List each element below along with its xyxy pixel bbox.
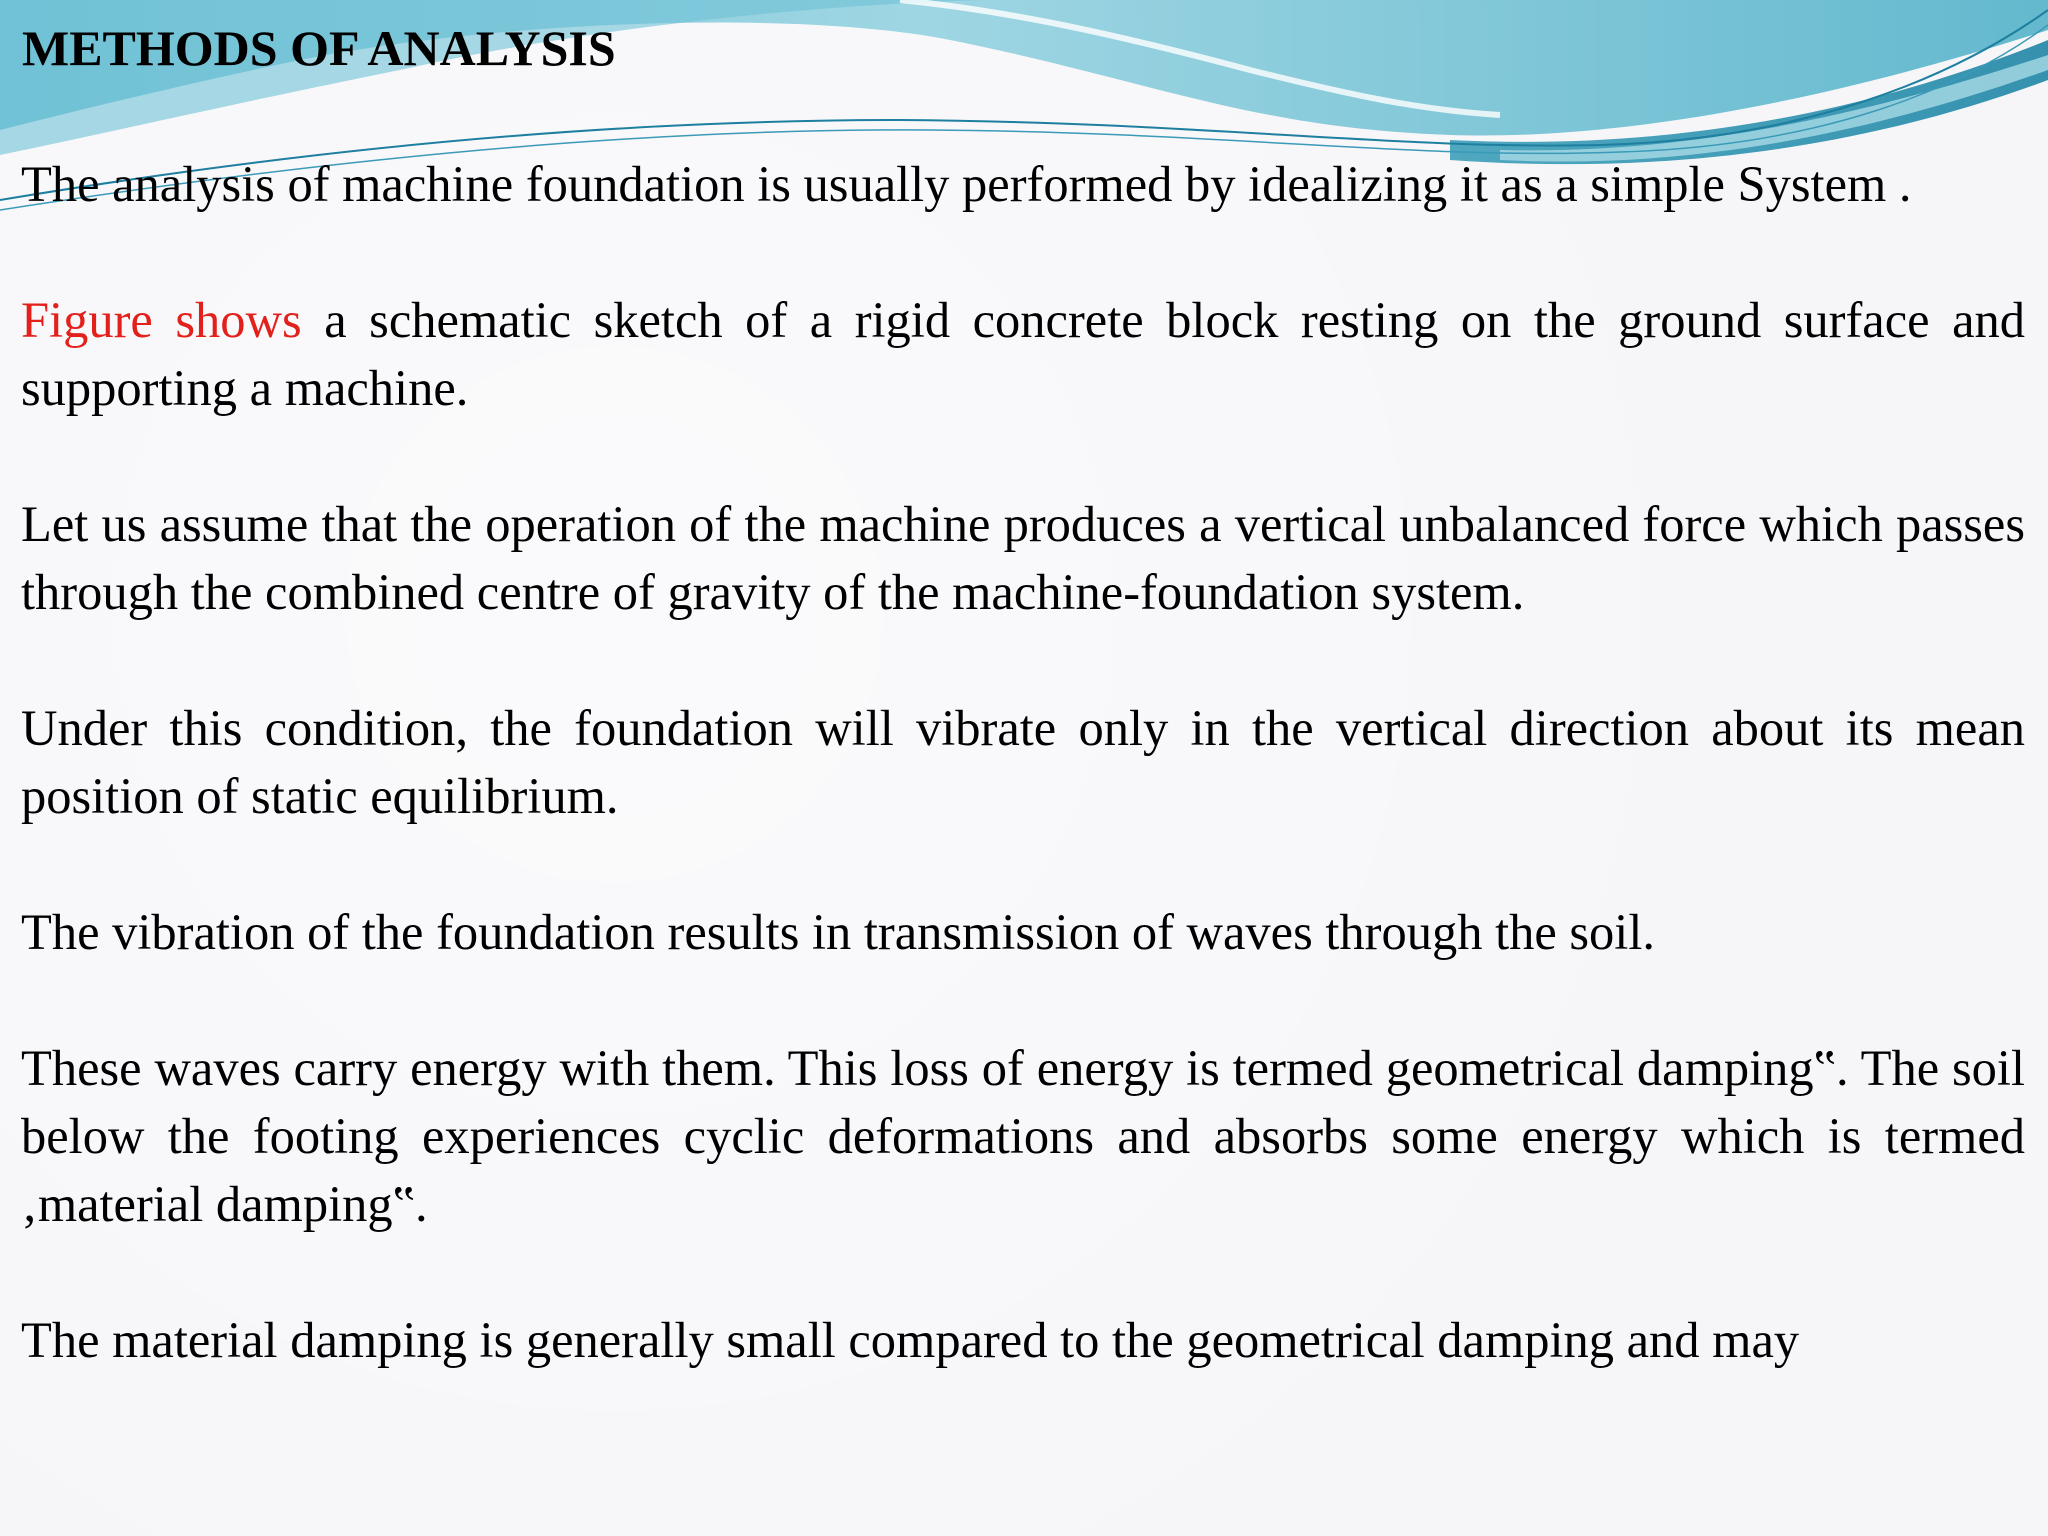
paragraph-7-text: The material damping is generally small compared to the geometrical damping and may	[21, 1312, 1800, 1368]
paragraph-6-text: These waves carry energy with them. This loss of energy is termed geometrical damping‟. The soil below the footing experiences cyclic deformations and absorbs some energy which is termed ‚material damping‟.	[21, 1040, 2025, 1232]
paragraph-5	[21, 898, 2025, 966]
paragraph-1	[21, 150, 2025, 218]
paragraph-2-text: a schematic sketch of a rigid concrete block resting on the ground surface and supporting a machine.	[21, 292, 2025, 416]
figure-shows-highlight: Figure shows	[21, 292, 302, 348]
paragraph-1-text: The analysis of machine foundation is usually performed by idealizing it as a simple System .	[21, 156, 1912, 212]
slide-body	[21, 150, 2025, 1442]
slide-title: METHODS OF ANALYSIS	[22, 20, 616, 76]
paragraph-2	[21, 286, 2025, 422]
paragraph-3	[21, 490, 2025, 626]
paragraph-6	[21, 1034, 2025, 1238]
paragraph-4	[21, 694, 2025, 830]
paragraph-7	[21, 1306, 2025, 1374]
paragraph-5-text: The vibration of the foundation results in transmission of waves through the soil.	[21, 904, 1655, 960]
paragraph-4-text: Under this condition, the foundation will vibrate only in the vertical direction about its mean position of static equilibrium.	[21, 700, 2025, 824]
paragraph-3-text: Let us assume that the operation of the machine produces a vertical unbalanced force which passes through the combined centre of gravity of the machine-foundation system.	[21, 496, 2025, 620]
